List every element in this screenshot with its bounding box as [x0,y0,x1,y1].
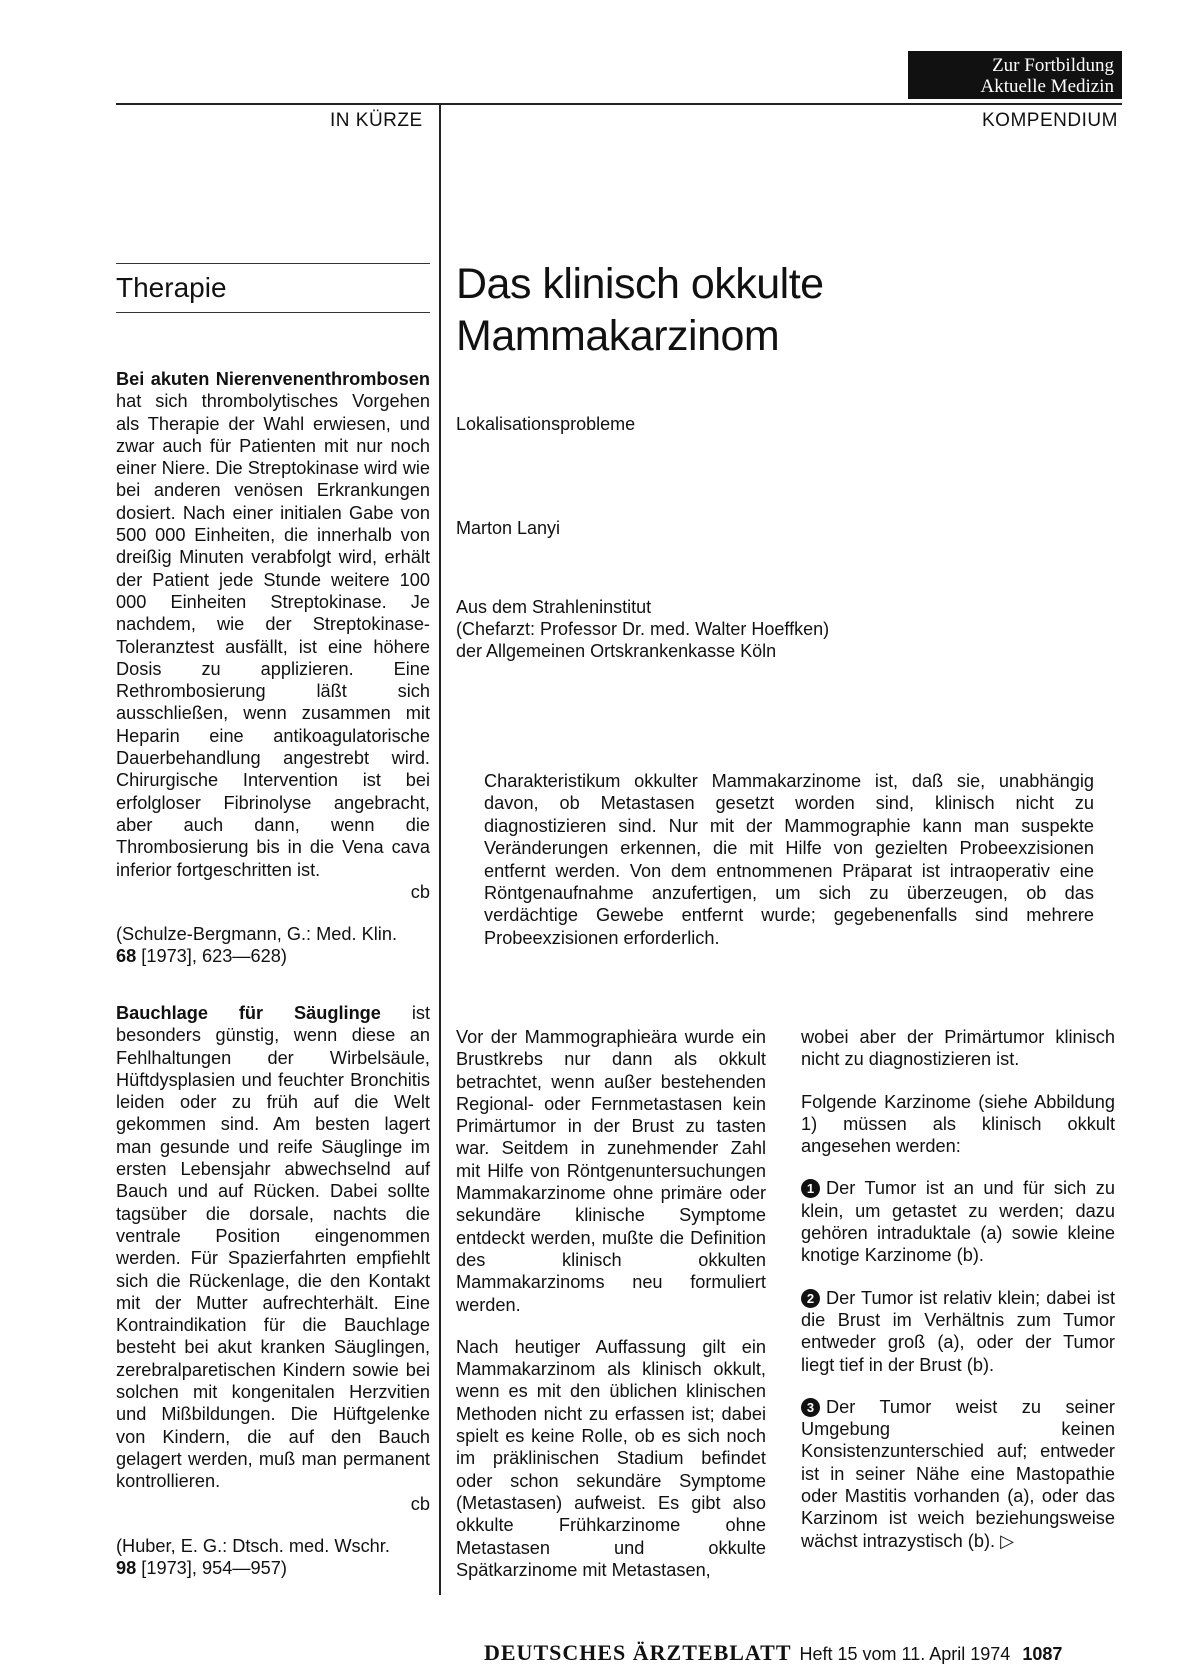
article-title-line-1: Das klinisch okkulte [456,260,824,308]
article-title [456,258,1116,362]
page-number: 1087 [1022,1644,1063,1664]
column-divider [439,103,441,1595]
list-item [801,1396,1115,1552]
brief-item-renal-thrombosis [116,368,430,968]
section-label-left: IN KÜRZE [330,110,423,131]
list-item-text: Der Tumor ist relativ klein; dabei ist die Brust im Verhältnis zum Tumor entweder groß (a), oder der Tumor liegt tief in der Brust (b). [801,1287,1115,1375]
list-item-text: Der Tumor weist zu seiner Umgebung keinen Konsistenzunterschied auf; entweder ist in seiner Nähe eine Mastopathie oder Mastitis vorhanden (a), oder das Karzinom ist weich beziehungsweise wächst intrazystisch (b). [801,1396,1115,1551]
section-label-right: KOMPENDIUM [982,110,1118,131]
article-body-column-1 [456,1026,766,1581]
brief-item-reference [116,1535,430,1580]
badge-line-2: Aktuelle Medizin [980,76,1114,97]
therapie-rule-top [116,263,430,264]
body-paragraph: Folgende Karzinome (siehe Abbildung 1) müssen als klinisch okkult angesehen werden: [801,1091,1115,1157]
article-body-column-2 [801,1026,1115,1552]
article-title-line-2: Mammakarzinom [456,312,780,360]
reference-volume: 98 [116,1558,137,1579]
body-paragraph: Nach heutiger Auffassung gilt ein Mammakarzinom als klinisch okkult, wenn es mit den üblichen klinischen Methoden nicht zu erfassen ist; dabei spielt es keine Rolle, ob es sich noch im präklinischen Stadium befindet oder schon sekundäre Symptome (Metastasen) aufweist. Es gibt also okkulte Frühkarzinome ohne Metastasen und okkulte Spätkarzinome mit Metastasen, [456,1336,766,1580]
reference-text: (Huber, E. G.: Dtsch. med. Wschr. [116,1535,390,1556]
therapie-heading: Therapie [116,272,227,303]
page-footer [484,1640,1122,1666]
brief-item-prone-position [116,1002,430,1579]
brief-item-body [116,368,430,881]
brief-item-text: hat sich thrombolytisches Vorgehen als Therapie der Wahl erwiesen, und zwar auch für Patienten mit nur noch einer Niere. Die Streptokinase wird wie bei anderen venösen Erkrankungen dosiert. Nach einer initialen Gabe von 500 000 Einheiten, die innerhalb von dreißig Minuten verabfolgt wird, erhält der Patient jede Stunde weitere 100 000 Einheiten Streptokinase. Je nachdem, wie der Streptokinase-Toleranztest ausfällt, ist eine höhere Dosis zu applizieren. Eine Rethrombosierung läßt sich ausschließen, wenn zusammen mit Heparin eine antikoagulatorische Dauerbehandlung angestrebt wird. Chirurgische Intervention ist bei erfolgloser Fibrinolyse angebracht, aber auch dann, wenn die Thrombosierung bis in die Vena cava inferior fortgeschritten ist. [116,391,430,880]
body-paragraph: Vor der Mammographieära wurde ein Brustkrebs nur dann als okkult betrachtet, wenn außer bestehenden Regional- oder Fernmetastasen kein Primärtumor in der Brust zu tasten war. Seitdem in zunehmender Zahl mit Hilfe von Röntgenuntersuchungen Mammakarzinome ohne primäre oder sekundäre klinische Symptome entdeckt werden, mußte die Definition des klinisch okkulten Mammakarzinoms neu formuliert werden. [456,1027,766,1315]
brief-item-initials: cb [410,1493,430,1514]
issue-info: Heft 15 vom 11. April 1974 [799,1644,1011,1664]
brief-item-lead: Bauchlage für Säuglinge [116,1003,381,1023]
affiliation-line-2: (Chefarzt: Professor Dr. med. Walter Hoeffken) [456,619,830,639]
continue-arrow-icon: ▷ [1000,1530,1014,1551]
header-rule [116,103,1122,105]
affiliation-line-1: Aus dem Strahleninstitut [456,597,652,617]
reference-volume: 68 [116,946,137,967]
brief-item-initials: cb [410,881,430,902]
reference-rest: [1973], 623—628) [136,946,287,967]
reference-rest: [1973], 954—957) [136,1558,287,1579]
body-paragraph: wobei aber der Primärtumor klinisch nicht zu diagnostizieren ist. [801,1027,1115,1070]
number-1-icon: 1 [801,1179,820,1198]
list-item-text: Der Tumor ist an und für sich zu klein, um getastet zu werden; dazu gehören intraduktale (a) sowie kleine knotige Karzinome (b). [801,1178,1115,1266]
list-item [801,1177,1115,1266]
brief-item-body [116,1002,430,1493]
list-item [801,1287,1115,1376]
number-3-icon: 3 [801,1398,820,1417]
brief-item-signature [116,881,430,903]
article-subtitle: Lokalisationsprobleme [456,414,636,434]
section-badge [908,51,1122,99]
affiliation-line-3: der Allgemeinen Ortskrankenkasse Köln [456,641,777,661]
number-2-icon: 2 [801,1289,820,1308]
article-affiliation [456,596,829,662]
brief-item-reference [116,923,430,968]
brief-item-signature [116,1493,430,1515]
brief-item-lead: Bei akuten Nierenvenenthrombosen [116,369,430,389]
article-abstract: Charakteristikum okkulter Mammakarzinome ist, daß sie, unabhängig davon, ob Metastasen gesetzt worden sind, klinisch nicht zu diagnostizieren sind. Nur mit der Mammographie kann man suspekte Veränderungen erkennen, die mit Hilfe von gezielten Probeexzisionen entfernt werden. Von dem entnommenen Präparat ist intraoperativ eine Röntgenaufnahme anzufertigen, um sich zu überzeugen, ob das verdächtige Gewebe entfernt wurde; gegebenenfalls sind mehrere Probeexzisionen erforderlich. [484,771,1094,948]
reference-text: (Schulze-Bergmann, G.: Med. Klin. [116,924,398,945]
brief-item-text: ist besonders günstig, wenn diese an Fehlhaltungen der Wirbelsäule, Hüftdysplasien und feuchter Bronchitis leiden oder zu früh auf die Welt gekommen sind. Am besten lagert man gesunde und reife Säuglinge im ersten Lebensjahr abwechselnd auf Bauch und auf Rücken. Dabei sollte tagsüber die dorsale, nachts die ventrale Position eingenommen werden. Für Spazierfahrten empfiehlt sich die Rückenlage, die den Kontakt mit der Mutter aufrechterhält. Eine Kontraindikation für die Bauchlage besteht bei akut kranken Säuglingen, zerebralparetischen Kindern sowie bei solchen mit kongenitalen Herzvitien und Mißbildungen. Die Hüftgelenke von Kindern, die auf den Bauch gelagert werden, muß man permanent kontrollieren. [116,1003,431,1492]
badge-line-1: Zur Fortbildung [992,55,1114,76]
article-author: Marton Lanyi [456,518,561,538]
therapie-rule-bottom [116,312,430,313]
journal-name: DEUTSCHES ÄRZTEBLATT [484,1640,792,1665]
